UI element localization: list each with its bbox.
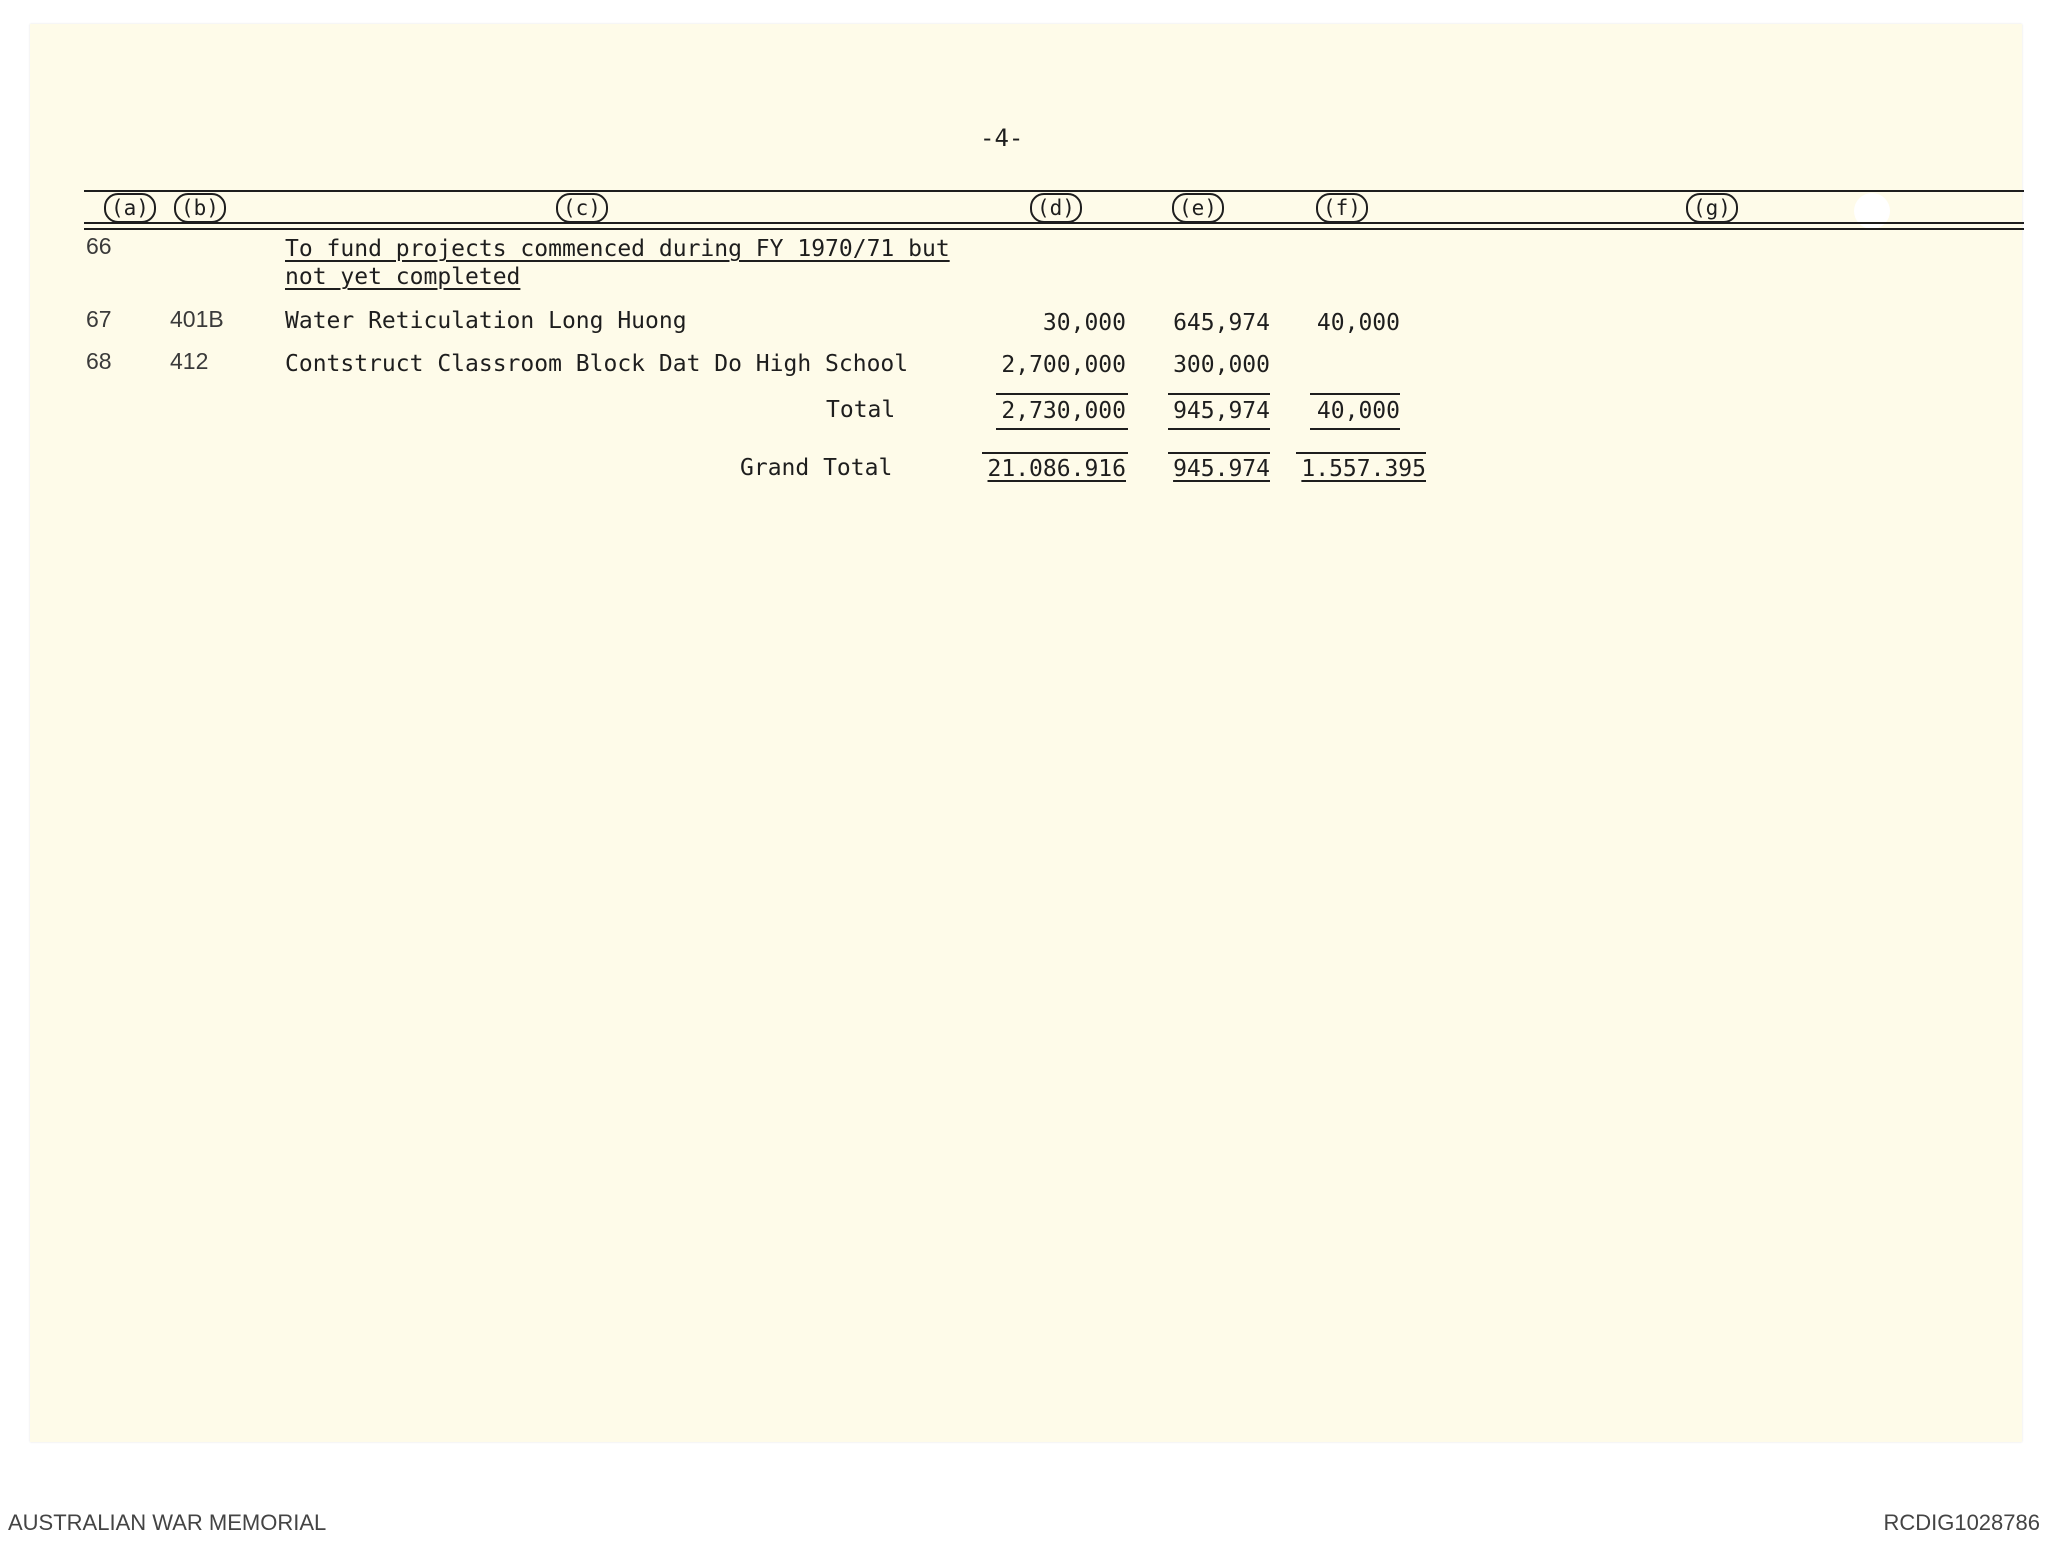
header-rule-top (84, 190, 2024, 192)
row-66-description-line2: not yet completed (285, 264, 521, 290)
row-67-value-e: 645,974 (1173, 310, 1270, 336)
grand-total-value-d: 21.086.916 (987, 456, 1126, 482)
total-rule-e (1168, 393, 1270, 395)
archive-reference: RCDIG1028786 (1883, 1510, 2040, 1535)
row-68-value-e: 300,000 (1173, 352, 1270, 378)
column-heading-g: (g) (1686, 193, 1738, 223)
header-rule-bottom (84, 228, 2024, 230)
grand-total-label: Grand Total (740, 455, 893, 481)
archive-name: AUSTRALIAN WAR MEMORIAL (8, 1510, 327, 1535)
total-rule-d (996, 393, 1128, 395)
column-heading-f: (f) (1316, 193, 1368, 223)
row-67-project-code: 401B (170, 306, 224, 332)
row-67-value-d: 30,000 (1042, 310, 1126, 336)
column-heading-e: (e) (1172, 193, 1224, 223)
total-value-f: 40,000 (1316, 398, 1400, 424)
column-heading-c: (c) (556, 193, 608, 223)
row-68-description: Contstruct Classroom Block Dat Do High School (285, 351, 909, 377)
row-66-item-number: 66 (86, 233, 112, 259)
grand-total-rule-d (982, 452, 1128, 454)
row-68-project-code: 412 (170, 348, 209, 374)
row-67-item-number: 67 (86, 306, 112, 332)
total-underline-d (996, 428, 1128, 430)
grand-total-rule-f (1296, 452, 1426, 454)
total-label: Total (826, 397, 896, 423)
grand-total-rule-e (1168, 452, 1270, 454)
total-underline-e (1168, 428, 1270, 430)
column-heading-a: (a) (104, 193, 156, 223)
row-67-description: Water Reticulation Long Huong (285, 308, 687, 334)
total-rule-f (1310, 393, 1400, 395)
row-68-item-number: 68 (86, 348, 112, 374)
grand-total-value-e: 945.974 (1173, 456, 1270, 482)
row-67-value-f: 40,000 (1316, 310, 1400, 336)
row-66-description-line1: To fund projects commenced during FY 1970/71 but (285, 236, 950, 262)
grand-total-value-f: 1.557.395 (1301, 456, 1426, 482)
column-heading-d: (d) (1030, 193, 1082, 223)
page-number: -4- (980, 124, 1024, 152)
total-value-d: 2,730,000 (1001, 398, 1126, 424)
total-underline-f (1310, 428, 1400, 430)
column-heading-b: (b) (174, 193, 226, 223)
row-68-value-d: 2,700,000 (1001, 352, 1126, 378)
total-value-e: 945,974 (1173, 398, 1270, 424)
